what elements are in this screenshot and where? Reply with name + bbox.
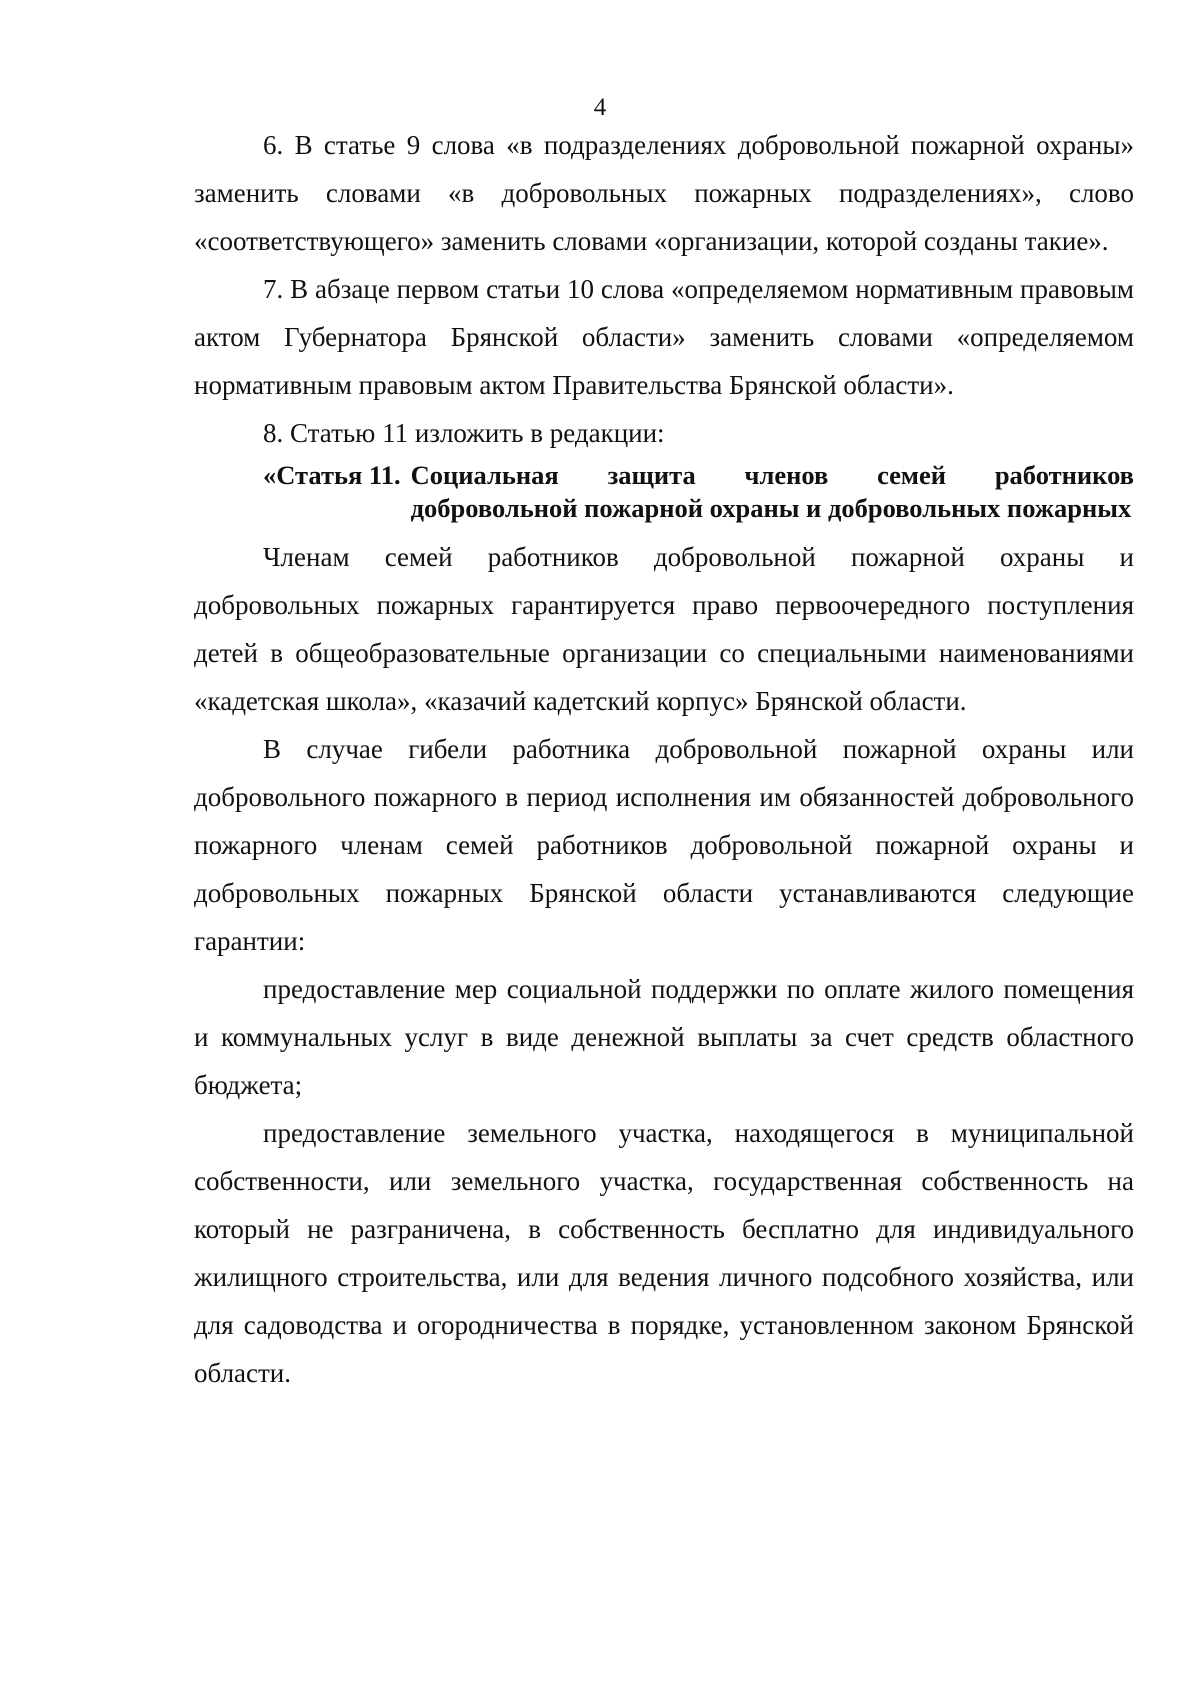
- document-body: [194, 121, 1134, 1397]
- article-paragraph: предоставление земельного участка, находящегося в муниципальной собственности, или земельного участка, государственная собственность на который не разграничена, в собственность бесплатно для индивидуального жилищного строительства, или для ведения личного подсобного хозяйства, или для садоводства и огородничества в порядке, установленном законом Брянской области.: [194, 1118, 1134, 1388]
- page-number: 4: [593, 94, 607, 121]
- paragraph-6: 6. В статье 9 слова «в подразделениях добровольной пожарной охраны» заменить словами «в добровольных пожарных подразделениях», слово «соответствующего» заменить словами «организации, которой созданы такие».: [194, 130, 1134, 256]
- paragraph-8: 8. Статью 11 изложить в редакции:: [263, 418, 665, 448]
- article-label: «Статья 11.: [263, 460, 401, 490]
- article-heading: [263, 459, 1134, 525]
- article-title: Социальная защита членов семей работников добровольной пожарной охраны и добровольных пожарных: [410, 460, 1134, 523]
- article-paragraph: предоставление мер социальной поддержки по оплате жилого помещения и коммунальных услуг в виде денежной выплаты за счет средств областного бюджета;: [194, 974, 1134, 1100]
- article-paragraph: В случае гибели работника добровольной пожарной охраны или добровольного пожарного в период исполнения им обязанностей добровольного пожарного членам семей работников добровольной пожарной охраны и добровольных пожарных Брянской области устанавливаются следующие гарантии:: [194, 734, 1134, 956]
- paragraph-7: 7. В абзаце первом статьи 10 слова «определяемом нормативным правовым актом Губернатора Брянской области» заменить словами «определяемом нормативным правовым актом Правительства Брянской области».: [194, 274, 1134, 400]
- article-paragraph: Членам семей работников добровольной пожарной охраны и добровольных пожарных гарантируется право первоочередного поступления детей в общеобразовательные организации со специальными наименованиями «кадетская школа», «казачий кадетский корпус» Брянской области.: [194, 542, 1134, 716]
